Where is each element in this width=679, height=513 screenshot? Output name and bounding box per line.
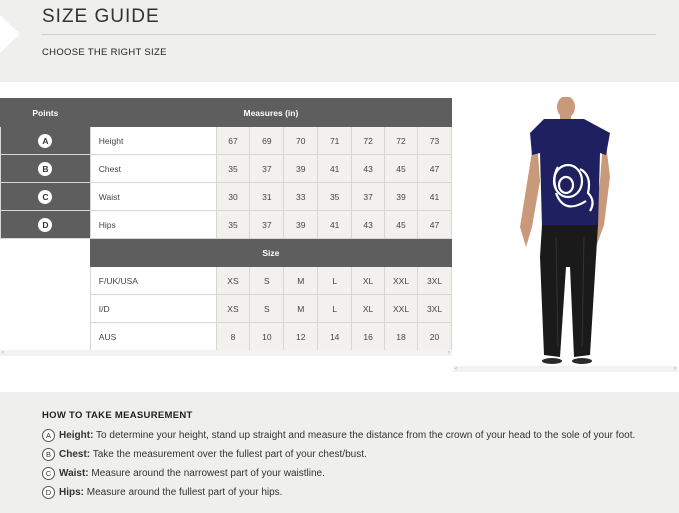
size-header-row [1,239,452,267]
point-badge: B [38,162,52,176]
point-cell [1,211,91,239]
measure-label: Hips [90,211,216,239]
measure-value: 41 [318,211,352,239]
point-cell [1,155,91,183]
list-item [42,429,635,442]
measures-header-row [1,99,452,127]
measure-value: 37 [352,183,385,211]
instruction-text: Measure around the narrowest part of your waistline. [88,468,325,480]
measure-value: 73 [418,127,452,155]
measure-value: 45 [385,211,418,239]
measures-header: Measures (in) [90,99,451,127]
scroll-left-icon[interactable]: ‹ [2,350,4,356]
table-row [1,323,452,351]
chevron-right-icon [0,15,20,53]
page-title: SIZE GUIDE [42,6,160,27]
size-table-container [0,98,452,351]
measure-value: 69 [250,127,284,155]
measure-value: 30 [216,183,250,211]
instruction-term: Chest: [59,449,91,461]
instruction-term: Waist: [59,468,89,480]
point-badge: D [38,218,52,232]
page-subtitle: CHOOSE THE RIGHT SIZE [42,47,167,58]
divider [42,34,656,35]
instruction-text: Measure around the fullest part of your hips. [84,487,283,499]
measure-value: 71 [318,127,352,155]
size-system-label: F/UK/USA [90,267,216,295]
size-value: 8 [216,323,250,351]
measure-value: 41 [318,155,352,183]
instructions-title: HOW TO TAKE MEASUREMENT [42,410,193,421]
size-value: XS [216,295,250,323]
point-cell [1,127,91,155]
table-row [1,211,452,239]
size-value: L [318,267,352,295]
size-value: XXL [385,295,418,323]
size-value: 3XL [418,267,452,295]
scroll-right-icon[interactable]: › [674,366,676,372]
scroll-right-icon[interactable]: › [448,350,450,356]
size-value: 18 [385,323,418,351]
size-system-label: I/D [90,295,216,323]
size-value: 20 [418,323,452,351]
measure-value: 41 [418,183,452,211]
measure-value: 35 [216,211,250,239]
size-value: XL [352,267,385,295]
measure-value: 35 [216,155,250,183]
size-value: 14 [318,323,352,351]
table-row [1,267,452,295]
measure-value: 67 [216,127,250,155]
point-badge: C [42,467,55,480]
size-value: S [250,267,284,295]
size-table [0,98,452,351]
size-value: S [250,295,284,323]
empty-cell [1,239,91,267]
size-value: XS [216,267,250,295]
scroll-left-icon[interactable]: ‹ [455,366,457,372]
size-value: M [284,267,318,295]
point-badge: B [42,448,55,461]
list-item [42,467,325,480]
measure-value: 39 [284,211,318,239]
list-item [42,448,367,461]
table-row [1,295,452,323]
size-value: M [284,295,318,323]
instruction-text: Take the measurement over the fullest part of your chest/bust. [90,449,367,461]
point-badge: C [38,190,52,204]
instruction-term: Hips: [59,487,84,499]
empty-cell [1,323,91,351]
size-header: Size [90,239,451,267]
table-row [1,183,452,211]
measure-value: 43 [352,155,385,183]
points-header: Points [1,99,91,127]
point-badge: A [38,134,52,148]
point-badge: D [42,486,55,499]
model-image [500,97,620,365]
measure-label: Height [90,127,216,155]
measure-value: 72 [352,127,385,155]
measure-value: 39 [385,183,418,211]
empty-cell [1,267,91,295]
table-scrollbar[interactable] [0,350,452,356]
size-value: 10 [250,323,284,351]
measure-value: 31 [250,183,284,211]
measure-value: 70 [284,127,318,155]
size-value: 12 [284,323,318,351]
size-system-label: AUS [90,323,216,351]
measure-value: 47 [418,155,452,183]
measure-value: 39 [284,155,318,183]
size-value: 16 [352,323,385,351]
size-value: XL [352,295,385,323]
point-cell [1,183,91,211]
size-value: XXL [385,267,418,295]
table-row [1,127,452,155]
measure-value: 33 [284,183,318,211]
size-value: L [318,295,352,323]
measure-label: Waist [90,183,216,211]
measure-value: 47 [418,211,452,239]
measurement-instructions [0,392,679,513]
measure-label: Chest [90,155,216,183]
measure-value: 45 [385,155,418,183]
table-row [1,155,452,183]
point-badge: A [42,429,55,442]
measure-value: 43 [352,211,385,239]
instruction-term: Height: [59,430,94,442]
measure-value: 37 [250,211,284,239]
measure-value: 35 [318,183,352,211]
measure-value: 72 [385,127,418,155]
measure-value: 37 [250,155,284,183]
empty-cell [1,295,91,323]
instruction-text: To determine your height, stand up straight and measure the distance from the crown of your head to the sole of your foot. [93,430,636,442]
size-value: 3XL [418,295,452,323]
page-header [0,0,679,82]
image-scrollbar[interactable] [453,366,678,372]
list-item [42,486,282,499]
